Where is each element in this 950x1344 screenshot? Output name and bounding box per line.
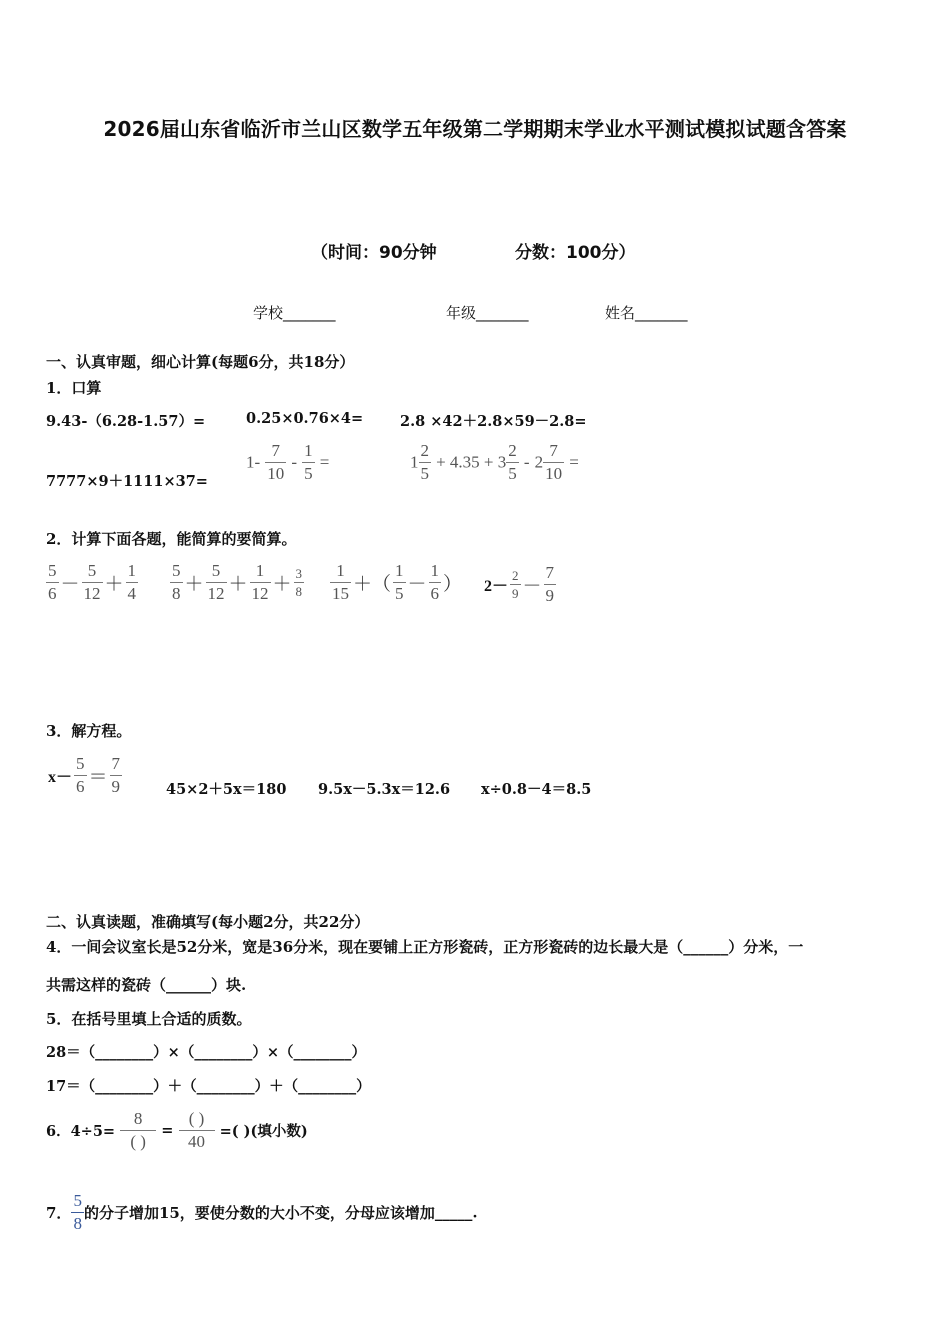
denominator: 40 xyxy=(188,1132,206,1151)
q2-expr-1 xyxy=(46,560,138,605)
numerator: 7 xyxy=(110,753,123,776)
numerator: 1 xyxy=(393,560,406,583)
operator: ） xyxy=(443,574,463,595)
q6-tail: =( )(填小数) xyxy=(219,1123,308,1140)
q1-e6-whole-3: 2 xyxy=(534,452,544,472)
denominator: 6 xyxy=(76,777,85,796)
q7-text: 的分子增加15，要使分数的大小不变，分母应该增加 xyxy=(83,1204,435,1222)
q1-e5-eq: = xyxy=(319,452,330,472)
name-field: 姓名_______ xyxy=(605,304,688,322)
q7 xyxy=(46,1190,478,1235)
numerator: 5 xyxy=(170,560,183,583)
score-label: 分数：100分） xyxy=(515,243,636,263)
q5-row-1: 28＝（________）×（________）×（________） xyxy=(46,1044,366,1061)
q2-label: 2．计算下面各题，能简算的要简算。 xyxy=(46,530,297,548)
fraction xyxy=(429,560,442,605)
fraction xyxy=(544,562,557,607)
q1-e6-eq: = xyxy=(569,452,579,472)
q1-e6-whole-1: 1 xyxy=(410,452,419,472)
numerator: 7 xyxy=(543,440,564,463)
operator: ＋ xyxy=(184,574,204,595)
q4-line-2: 共需这样的瓷砖（______）块. xyxy=(46,976,247,994)
denominator: 15 xyxy=(332,584,349,603)
operator: ＋ xyxy=(272,574,292,595)
numerator: 1 xyxy=(250,560,271,583)
q1-e6-fraction-1 xyxy=(419,440,432,485)
denominator: 8 xyxy=(73,1214,82,1233)
numerator: ( ) xyxy=(179,1108,215,1131)
q2-expr-4 xyxy=(482,562,556,607)
fraction xyxy=(330,560,351,605)
q7-label: 7． xyxy=(46,1204,72,1222)
fraction xyxy=(393,560,406,605)
fraction xyxy=(74,753,87,798)
operator: － xyxy=(60,574,80,595)
q1-e6-fraction-2 xyxy=(506,440,519,485)
q7-blank: _____ xyxy=(434,1203,473,1222)
numerator: 5 xyxy=(46,560,59,583)
numerator: 8 xyxy=(120,1108,156,1131)
q1-e5-fraction-2 xyxy=(302,440,315,485)
fraction xyxy=(510,567,521,602)
operator: ＋ xyxy=(228,574,248,595)
numerator: 1 xyxy=(126,560,139,583)
denominator: 10 xyxy=(267,464,285,483)
q5-label: 5．在括号里填上合适的质数。 xyxy=(46,1010,252,1028)
operator: ＋ xyxy=(104,574,124,595)
denominator: 5 xyxy=(508,464,517,483)
q2-e4-lead: 2－ xyxy=(484,578,509,595)
denominator: 9 xyxy=(111,777,121,796)
numerator: 5 xyxy=(206,560,227,583)
numerator: 1 xyxy=(429,560,442,583)
denominator: 8 xyxy=(172,584,181,603)
q1-expr-6 xyxy=(410,440,579,485)
numerator: 7 xyxy=(544,562,557,585)
q3-expr-1 xyxy=(46,753,122,798)
q1-expr-4: 7777×9＋1111×37= xyxy=(46,473,208,490)
equals: ＝ xyxy=(88,767,108,788)
q3-expr-4: x÷0.8－4＝8.5 xyxy=(481,781,592,798)
numerator: 7 xyxy=(265,440,286,463)
denominator: 9 xyxy=(545,586,555,605)
school-field: 学校_______ xyxy=(253,304,336,322)
denominator: 6 xyxy=(48,584,57,603)
q2-expr-3 xyxy=(330,560,464,605)
fraction xyxy=(110,753,123,798)
q1-expr-5 xyxy=(246,440,329,485)
q3-label: 3．解方程。 xyxy=(46,722,132,740)
q1-e6-fraction-3 xyxy=(543,440,564,485)
numerator: 1 xyxy=(302,440,315,463)
section2-heading: 二、认真读题，准确填写(每小题2分，共22分） xyxy=(46,913,370,931)
operator: ＋（ xyxy=(353,574,392,595)
q2-expr-2 xyxy=(170,560,304,605)
grade-field: 年级_______ xyxy=(446,304,529,322)
q5-row-2: 17＝（________）＋（________）＋（________） xyxy=(46,1078,371,1095)
fraction xyxy=(46,560,59,605)
q1-expr-3: 2.8 ×42＋2.8×59－2.8= xyxy=(400,413,587,430)
q7-fraction xyxy=(71,1190,84,1235)
numerator: 2 xyxy=(512,568,519,583)
q1-expr-2: 0.25×0.76×4= xyxy=(246,410,364,427)
denominator: ( ) xyxy=(130,1132,146,1151)
page-title: 2026届山东省临沂市兰山区数学五年级第二学期期末学业水平测试模拟试题含答案 xyxy=(103,117,847,141)
fraction xyxy=(206,560,227,605)
q1-e5-fraction-1 xyxy=(265,440,286,485)
denominator: 5 xyxy=(420,464,429,483)
time-label: （时间：90分钟 xyxy=(311,243,437,263)
denominator: 12 xyxy=(207,584,225,603)
numerator: 2 xyxy=(419,440,432,463)
q6-eq: = xyxy=(161,1122,174,1139)
numerator: 3 xyxy=(295,566,303,581)
q1-expr-1: 9.43-（6.28-1.57）= xyxy=(46,413,206,430)
denominator: 4 xyxy=(127,584,137,603)
q3-expr-3: 9.5x－5.3x＝12.6 xyxy=(318,781,451,798)
q6-label: 6．4÷5= xyxy=(46,1123,116,1140)
denominator: 6 xyxy=(430,584,440,603)
q6-fraction-1 xyxy=(120,1108,156,1153)
denominator: 12 xyxy=(83,584,101,603)
q3-expr-2: 45×2＋5x＝180 xyxy=(166,781,287,798)
q7-end: . xyxy=(472,1203,478,1222)
denominator: 5 xyxy=(304,464,313,483)
fraction xyxy=(126,560,139,605)
q1-e5-lead: 1- xyxy=(246,452,261,472)
operator: － xyxy=(522,576,542,597)
fraction xyxy=(170,560,183,605)
q1-e5-op: - xyxy=(291,452,298,472)
q3-e1-lead: x－ xyxy=(48,769,73,786)
q1-label: 1．口算 xyxy=(46,379,102,397)
denominator: 12 xyxy=(251,584,269,603)
fraction xyxy=(250,560,271,605)
fraction xyxy=(294,565,305,600)
numerator: 5 xyxy=(71,1190,84,1213)
numerator: 5 xyxy=(74,753,87,776)
numerator: 5 xyxy=(82,560,103,583)
numerator: 1 xyxy=(330,560,351,583)
numerator: 2 xyxy=(506,440,519,463)
section1-heading: 一、认真审题，细心计算(每题6分，共18分） xyxy=(46,353,355,371)
q6 xyxy=(46,1108,308,1153)
operator: － xyxy=(407,574,427,595)
q1-e6-mid: + 4.35 + 3 xyxy=(436,452,507,472)
denominator: 8 xyxy=(295,584,303,599)
denominator: 5 xyxy=(395,584,404,603)
fraction xyxy=(82,560,103,605)
q6-fraction-2 xyxy=(179,1108,215,1153)
q4-line-1: 4．一间会议室长是52分米，宽是36分米，现在要铺上正方形瓷砖，正方形瓷砖的边长最大是（______）分米，一 xyxy=(46,938,804,956)
denominator: 10 xyxy=(545,464,563,483)
denominator: 9 xyxy=(512,586,519,601)
q1-e6-op: - xyxy=(523,452,530,472)
